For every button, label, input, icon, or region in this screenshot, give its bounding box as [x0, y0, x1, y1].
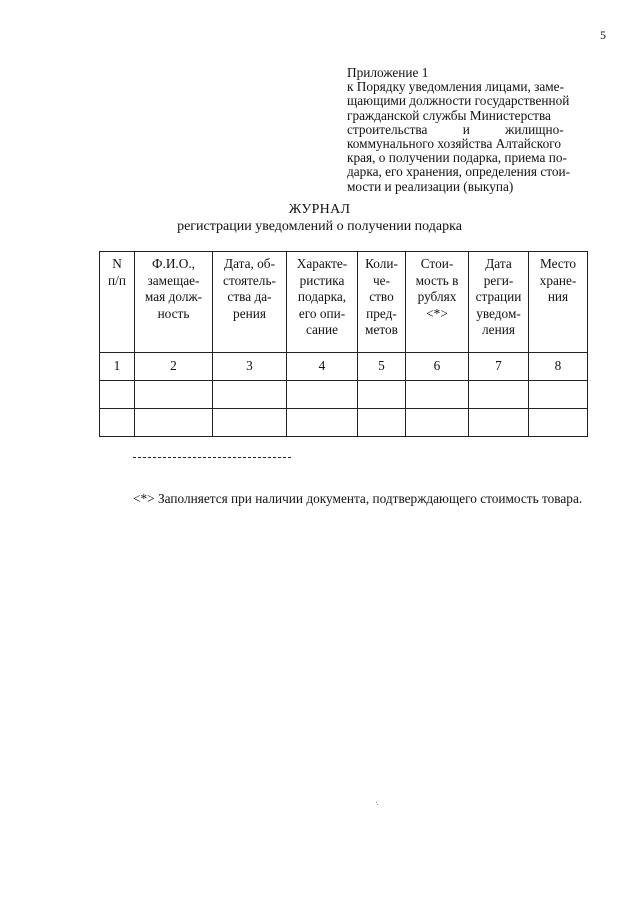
column-header-line: уведом-	[476, 305, 521, 321]
column-header-line: мая долж-	[144, 289, 203, 304]
register-table	[99, 251, 588, 437]
table-cell	[469, 409, 529, 437]
column-header-line: реги-	[483, 272, 514, 288]
column-number-row	[100, 353, 588, 381]
column-header-line: Дата, об-	[224, 256, 275, 271]
column-header-line: его опи-	[298, 305, 346, 321]
column-header	[529, 252, 588, 353]
appendix-heading	[347, 66, 608, 194]
column-header-line: пред-	[366, 305, 397, 321]
journal-subtitle: регистрации уведомлений о получении подарка	[177, 219, 462, 234]
footnote-separator	[133, 457, 291, 458]
table-cell	[135, 409, 213, 437]
table-cell	[100, 409, 135, 437]
table-cell	[358, 409, 406, 437]
column-header	[213, 252, 287, 353]
appendix-line: Приложение 1	[347, 65, 429, 80]
table-cell	[406, 409, 469, 437]
column-header-line: че-	[372, 272, 391, 288]
column-header-line: стоятель-	[223, 272, 276, 288]
table-row	[100, 381, 588, 409]
table-cell: 7	[469, 353, 529, 381]
column-header-line: рения	[233, 305, 266, 321]
column-header-line: Характе-	[296, 256, 348, 271]
column-header-line: хране-	[539, 272, 577, 288]
table-header-row	[100, 252, 588, 353]
table-cell	[100, 381, 135, 409]
column-header-line: рублях	[417, 289, 457, 304]
column-header	[358, 252, 406, 353]
column-header-line: Стои-	[420, 256, 454, 271]
column-header-line: мость в	[415, 272, 459, 288]
appendix-line: коммунального хозяйства Алтайского	[347, 136, 562, 152]
table-cell: 4	[287, 353, 358, 381]
scan-speck	[376, 802, 377, 803]
column-header-line: п/п	[108, 272, 126, 288]
table-cell: 1	[100, 353, 135, 381]
column-header	[287, 252, 358, 353]
column-header-line: замещае-	[147, 272, 200, 288]
column-header	[406, 252, 469, 353]
table-cell	[213, 381, 287, 409]
column-header-line: ность	[157, 305, 190, 321]
column-header-line: ния	[547, 289, 569, 304]
table-cell: 5	[358, 353, 406, 381]
table-cell	[529, 409, 588, 437]
scan-speck	[377, 804, 378, 805]
table-cell	[358, 381, 406, 409]
column-header	[100, 252, 135, 353]
table-cell	[529, 381, 588, 409]
appendix-line: края, о получении подарка, приема по-	[347, 150, 567, 166]
appendix-line: мости и реализации (выкупа)	[347, 178, 514, 194]
appendix-line: строительства и жилищно-	[347, 121, 564, 137]
table-cell	[287, 381, 358, 409]
page-number: 5	[600, 28, 606, 42]
column-header-line: ство	[369, 289, 394, 304]
column-header	[469, 252, 529, 353]
table-row	[100, 409, 588, 437]
column-header-line: ства да-	[227, 289, 272, 304]
column-header-line: Ф.И.О.,	[151, 256, 195, 271]
column-header-line: Коли-	[365, 256, 398, 271]
table-cell	[213, 409, 287, 437]
column-header-line: сание	[305, 322, 339, 337]
column-header-line: <*>	[426, 305, 448, 321]
column-header-line: Место	[539, 256, 577, 271]
journal-title: ЖУРНАЛ	[288, 202, 351, 217]
column-header-line: ристика	[299, 272, 345, 288]
column-header-line: Дата	[485, 256, 512, 271]
appendix-line: гражданской службы Министерства	[347, 107, 551, 123]
column-header-line: ления	[482, 322, 515, 337]
table-cell	[406, 381, 469, 409]
column-header-line: подарка,	[297, 289, 347, 304]
appendix-line: дарка, его хранения, определения стои-	[347, 164, 571, 180]
table-cell: 2	[135, 353, 213, 381]
column-header	[135, 252, 213, 353]
appendix-line: щающими должности государственной	[347, 93, 570, 109]
table-cell: 6	[406, 353, 469, 381]
table-cell: 3	[213, 353, 287, 381]
column-header-line: метов	[365, 322, 398, 337]
column-header-line: страции	[475, 289, 522, 304]
table-cell	[287, 409, 358, 437]
footnote: <*> Заполняется при наличии документа, подтверждающего стоимость товара.	[133, 491, 583, 506]
table-cell	[469, 381, 529, 409]
table-cell: 8	[529, 353, 588, 381]
table-cell	[135, 381, 213, 409]
appendix-line: к Порядку уведомления лицами, заме-	[347, 79, 565, 95]
column-header-line: N	[112, 256, 122, 271]
